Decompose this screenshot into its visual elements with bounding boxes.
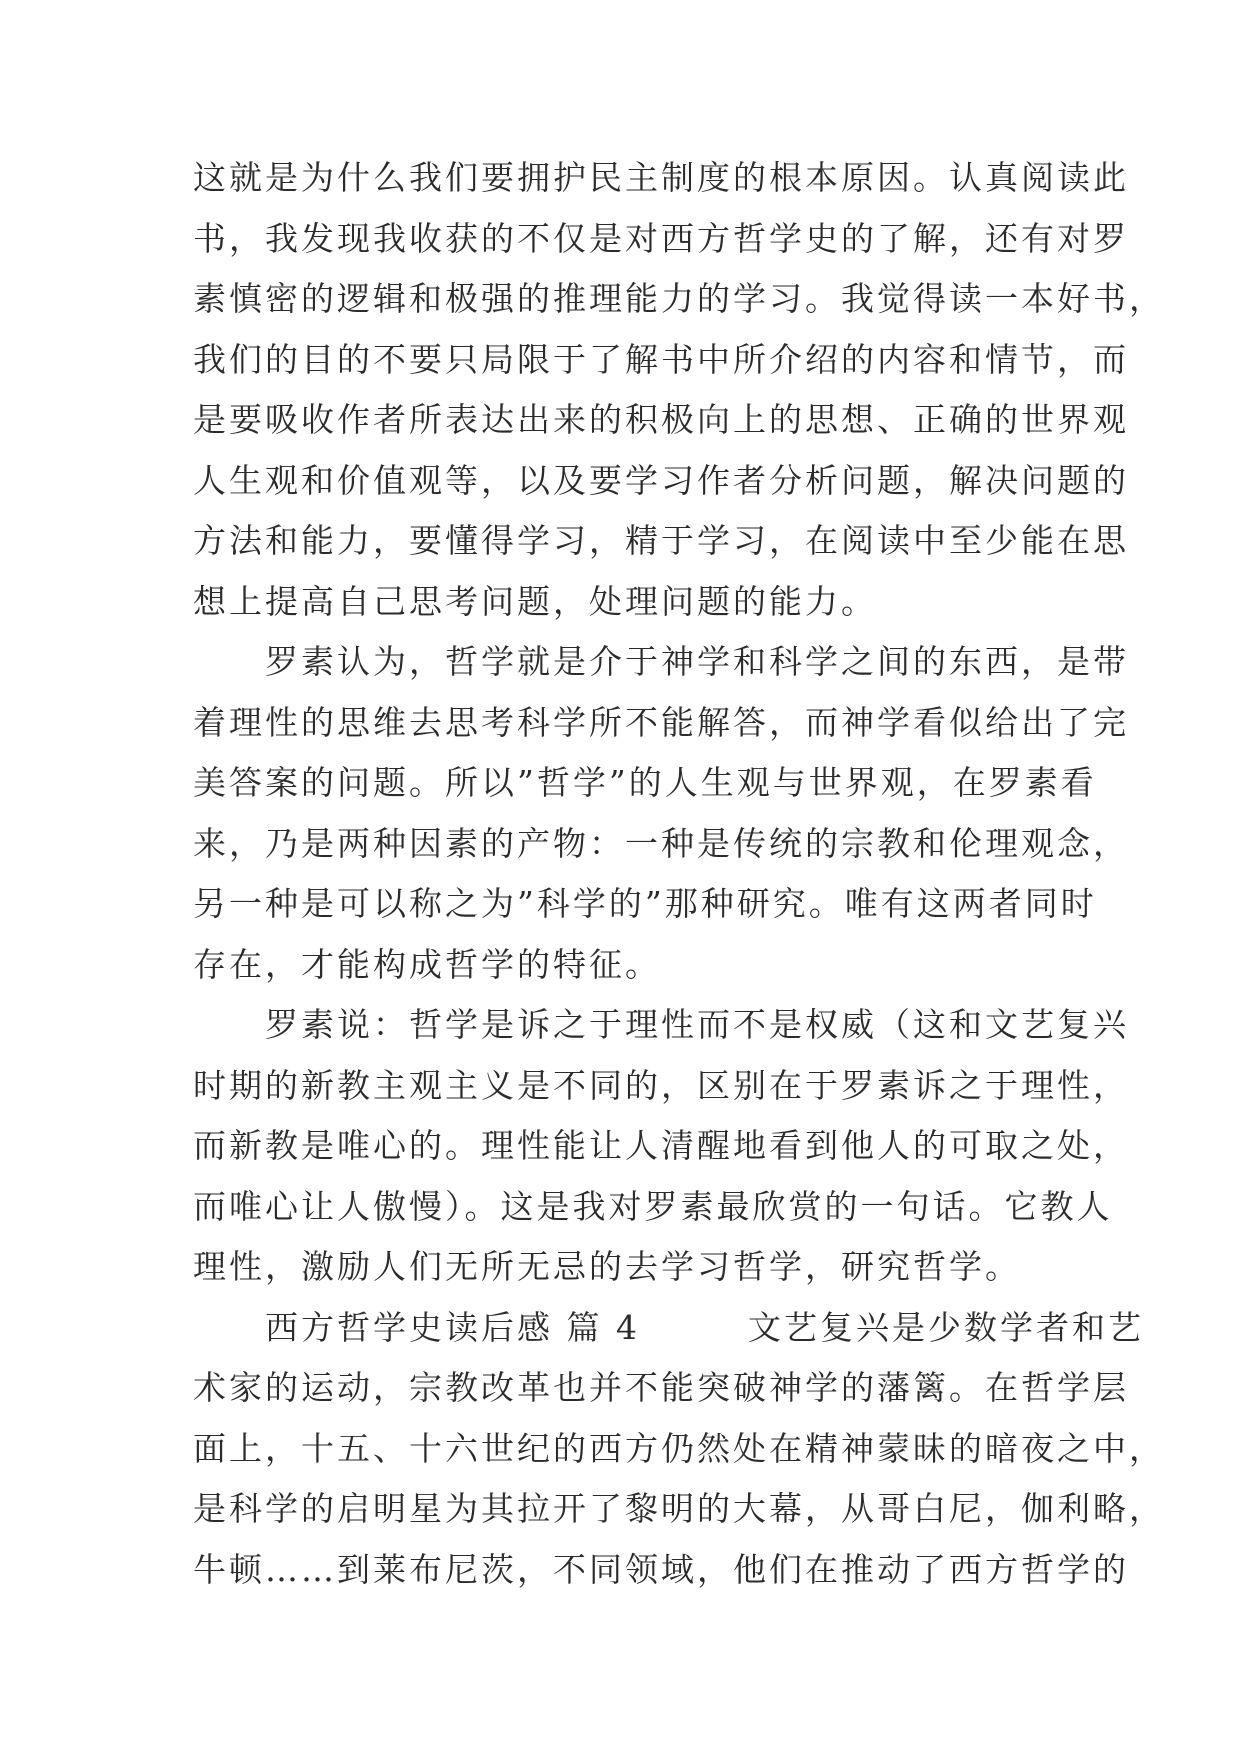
text-line: 理性，激励人们无所无忌的去学习哲学，研究哲学。 — [193, 1247, 1021, 1286]
text-line: 美答案的问题。所以”哲学”的人生观与世界观，在罗素看 — [193, 763, 1097, 802]
text-line: 罗素说：哲学是诉之于理性而不是权威（这和文艺复兴 — [193, 1005, 1129, 1044]
text-line: 这就是为什么我们要拥护民主制度的根本原因。认真阅读此 — [193, 158, 1129, 197]
text-line: 牛顿……到莱布尼茨，不同领域，他们在推动了西方哲学的 — [193, 1549, 1129, 1589]
text-line: 来，乃是两种因素的产物：一种是传统的宗教和伦理观念， — [193, 823, 1129, 863]
text-line: 另一种是可以称之为”科学的”那种研究。唯有这两者同时 — [193, 884, 1097, 923]
text-line: 书，我发现我收获的不仅是对西方哲学史的了解，还有对罗 — [193, 218, 1129, 258]
text-line: 面上，十五、十六世纪的西方仍然处在精神蒙昧的暗夜之中， — [193, 1428, 1165, 1468]
text-line: 而唯心让人傲慢）。这是我对罗素最欣赏的一句话。它教人 — [193, 1186, 1113, 1226]
text-line: 罗素认为，哲学就是介于神学和科学之间的东西，是带 — [193, 642, 1129, 681]
text-line: 是科学的启明星为其拉开了黎明的大幕，从哥白尼，伽利略， — [193, 1489, 1165, 1528]
text-line: 存在，才能构成哲学的特征。 — [193, 944, 661, 984]
text-line: 西方哲学史读后感 篇 4 文艺复兴是少数学者和艺 — [193, 1307, 1144, 1347]
text-line: 是要吸收作者所表达出来的积极向上的思想、正确的世界观 — [193, 400, 1129, 439]
text-line: 而新教是唯心的。理性能让人清醒地看到他人的可取之处， — [193, 1126, 1129, 1165]
text-line: 方法和能力，要懂得学习，精于学习，在阅读中至少能在思 — [193, 521, 1129, 560]
text-line: 时期的新教主观主义是不同的，区别在于罗素诉之于理性， — [193, 1065, 1129, 1105]
text-line: 素慎密的逻辑和极强的推理能力的学习。我觉得读一本好书， — [193, 279, 1165, 318]
text-line: 人生观和价值观等，以及要学习作者分析问题，解决问题的 — [193, 460, 1129, 500]
text-line: 术家的运动，宗教改革也并不能突破神学的藩篱。在哲学层 — [193, 1368, 1129, 1407]
text-line: 想上提高自己思考问题，处理问题的能力。 — [193, 581, 877, 621]
text-line: 着理性的思维去思考科学所不能解答，而神学看似给出了完 — [193, 702, 1129, 742]
text-line: 我们的目的不要只局限于了解书中所介绍的内容和情节，而 — [193, 339, 1129, 379]
document-body — [193, 148, 1165, 1600]
